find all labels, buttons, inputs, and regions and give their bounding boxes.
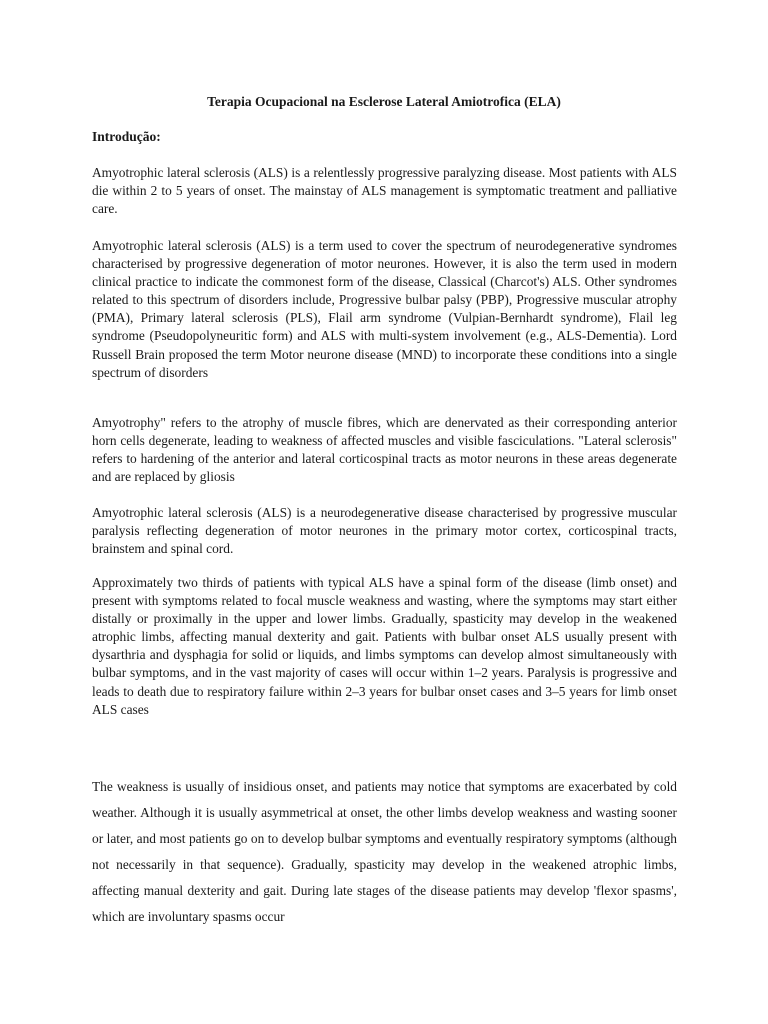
section-heading: Introdução:	[92, 129, 161, 144]
paragraph-1: Amyotrophic lateral sclerosis (ALS) is a relentlessly progressive paralyzing disease. Most patients with ALS die within 2 to 5 years of onset. The mainstay of ALS management is symptomatic treatment and palliative care.	[92, 165, 677, 217]
paragraph-3: Amyotrophy" refers to the atrophy of muscle fibres, which are denervated as their corresponding anterior horn cells degenerate, leading to weakness of affected muscles and visible fasciculations. "Lateral sclerosis" refers to hardening of the anterior and lateral corticospinal tracts as motor neurons in these areas degenerate and are replaced by gliosis	[92, 415, 677, 485]
document-title: Terapia Ocupacional na Esclerose Lateral Amiotrofica (ELA)	[207, 94, 561, 109]
paragraph-6: The weakness is usually of insidious onset, and patients may notice that symptoms are exacerbated by cold weather. Although it is usually asymmetrical at onset, the other limbs develop weakness and wasting sooner or later, and most patients go on to develop bulbar symptoms and eventually respiratory symptoms (although not necessarily in that sequence). Gradually, spasticity may develop in the weakened atrophic limbs, affecting manual dexterity and gait. During late stages of the disease patients may develop 'flexor spasms', which are involuntary spasms occur	[92, 779, 677, 924]
paragraph-4: Amyotrophic lateral sclerosis (ALS) is a neurodegenerative disease characterised by progressive muscular paralysis reflecting degeneration of motor neurones in the primary motor cortex, corticospinal tracts, brainstem and spinal cord.	[92, 505, 677, 557]
paragraph-5: Approximately two thirds of patients with typical ALS have a spinal form of the disease (limb onset) and present with symptoms related to focal muscle weakness and wasting, where the symptoms may start either distally or proximally in the upper and lower limbs. Gradually, spasticity may develop in the weakened atrophic limbs, affecting manual dexterity and gait. Patients with bulbar onset ALS usually present with dysarthria and dysphagia for solid or liquids, and limbs symptoms can develop almost simultaneously with bulbar symptoms, and in the vast majority of cases will occur within 1–2 years. Paralysis is progressive and leads to death due to respiratory failure within 2–3 years for bulbar onset cases and 3–5 years for limb onset ALS cases	[92, 575, 677, 717]
paragraph-2: Amyotrophic lateral sclerosis (ALS) is a term used to cover the spectrum of neurodegenerative syndromes characterised by progressive degeneration of motor neurones. However, it is also the term used in modern clinical practice to indicate the commonest form of the disease, Classical (Charcot's) ALS. Other syndromes related to this spectrum of disorders include, Progressive bulbar palsy (PBP), Progressive muscular atrophy (PMA), Primary lateral sclerosis (PLS), Flail arm syndrome (Vulpian-Bernhardt syndrome), Flail leg syndrome (Pseudopolyneuritic form) and ALS with multi-system involvement (e.g., ALS-Dementia). Lord Russell Brain proposed the term Motor neurone disease (MND) to incorporate these conditions into a single spectrum of disorders	[92, 238, 677, 380]
